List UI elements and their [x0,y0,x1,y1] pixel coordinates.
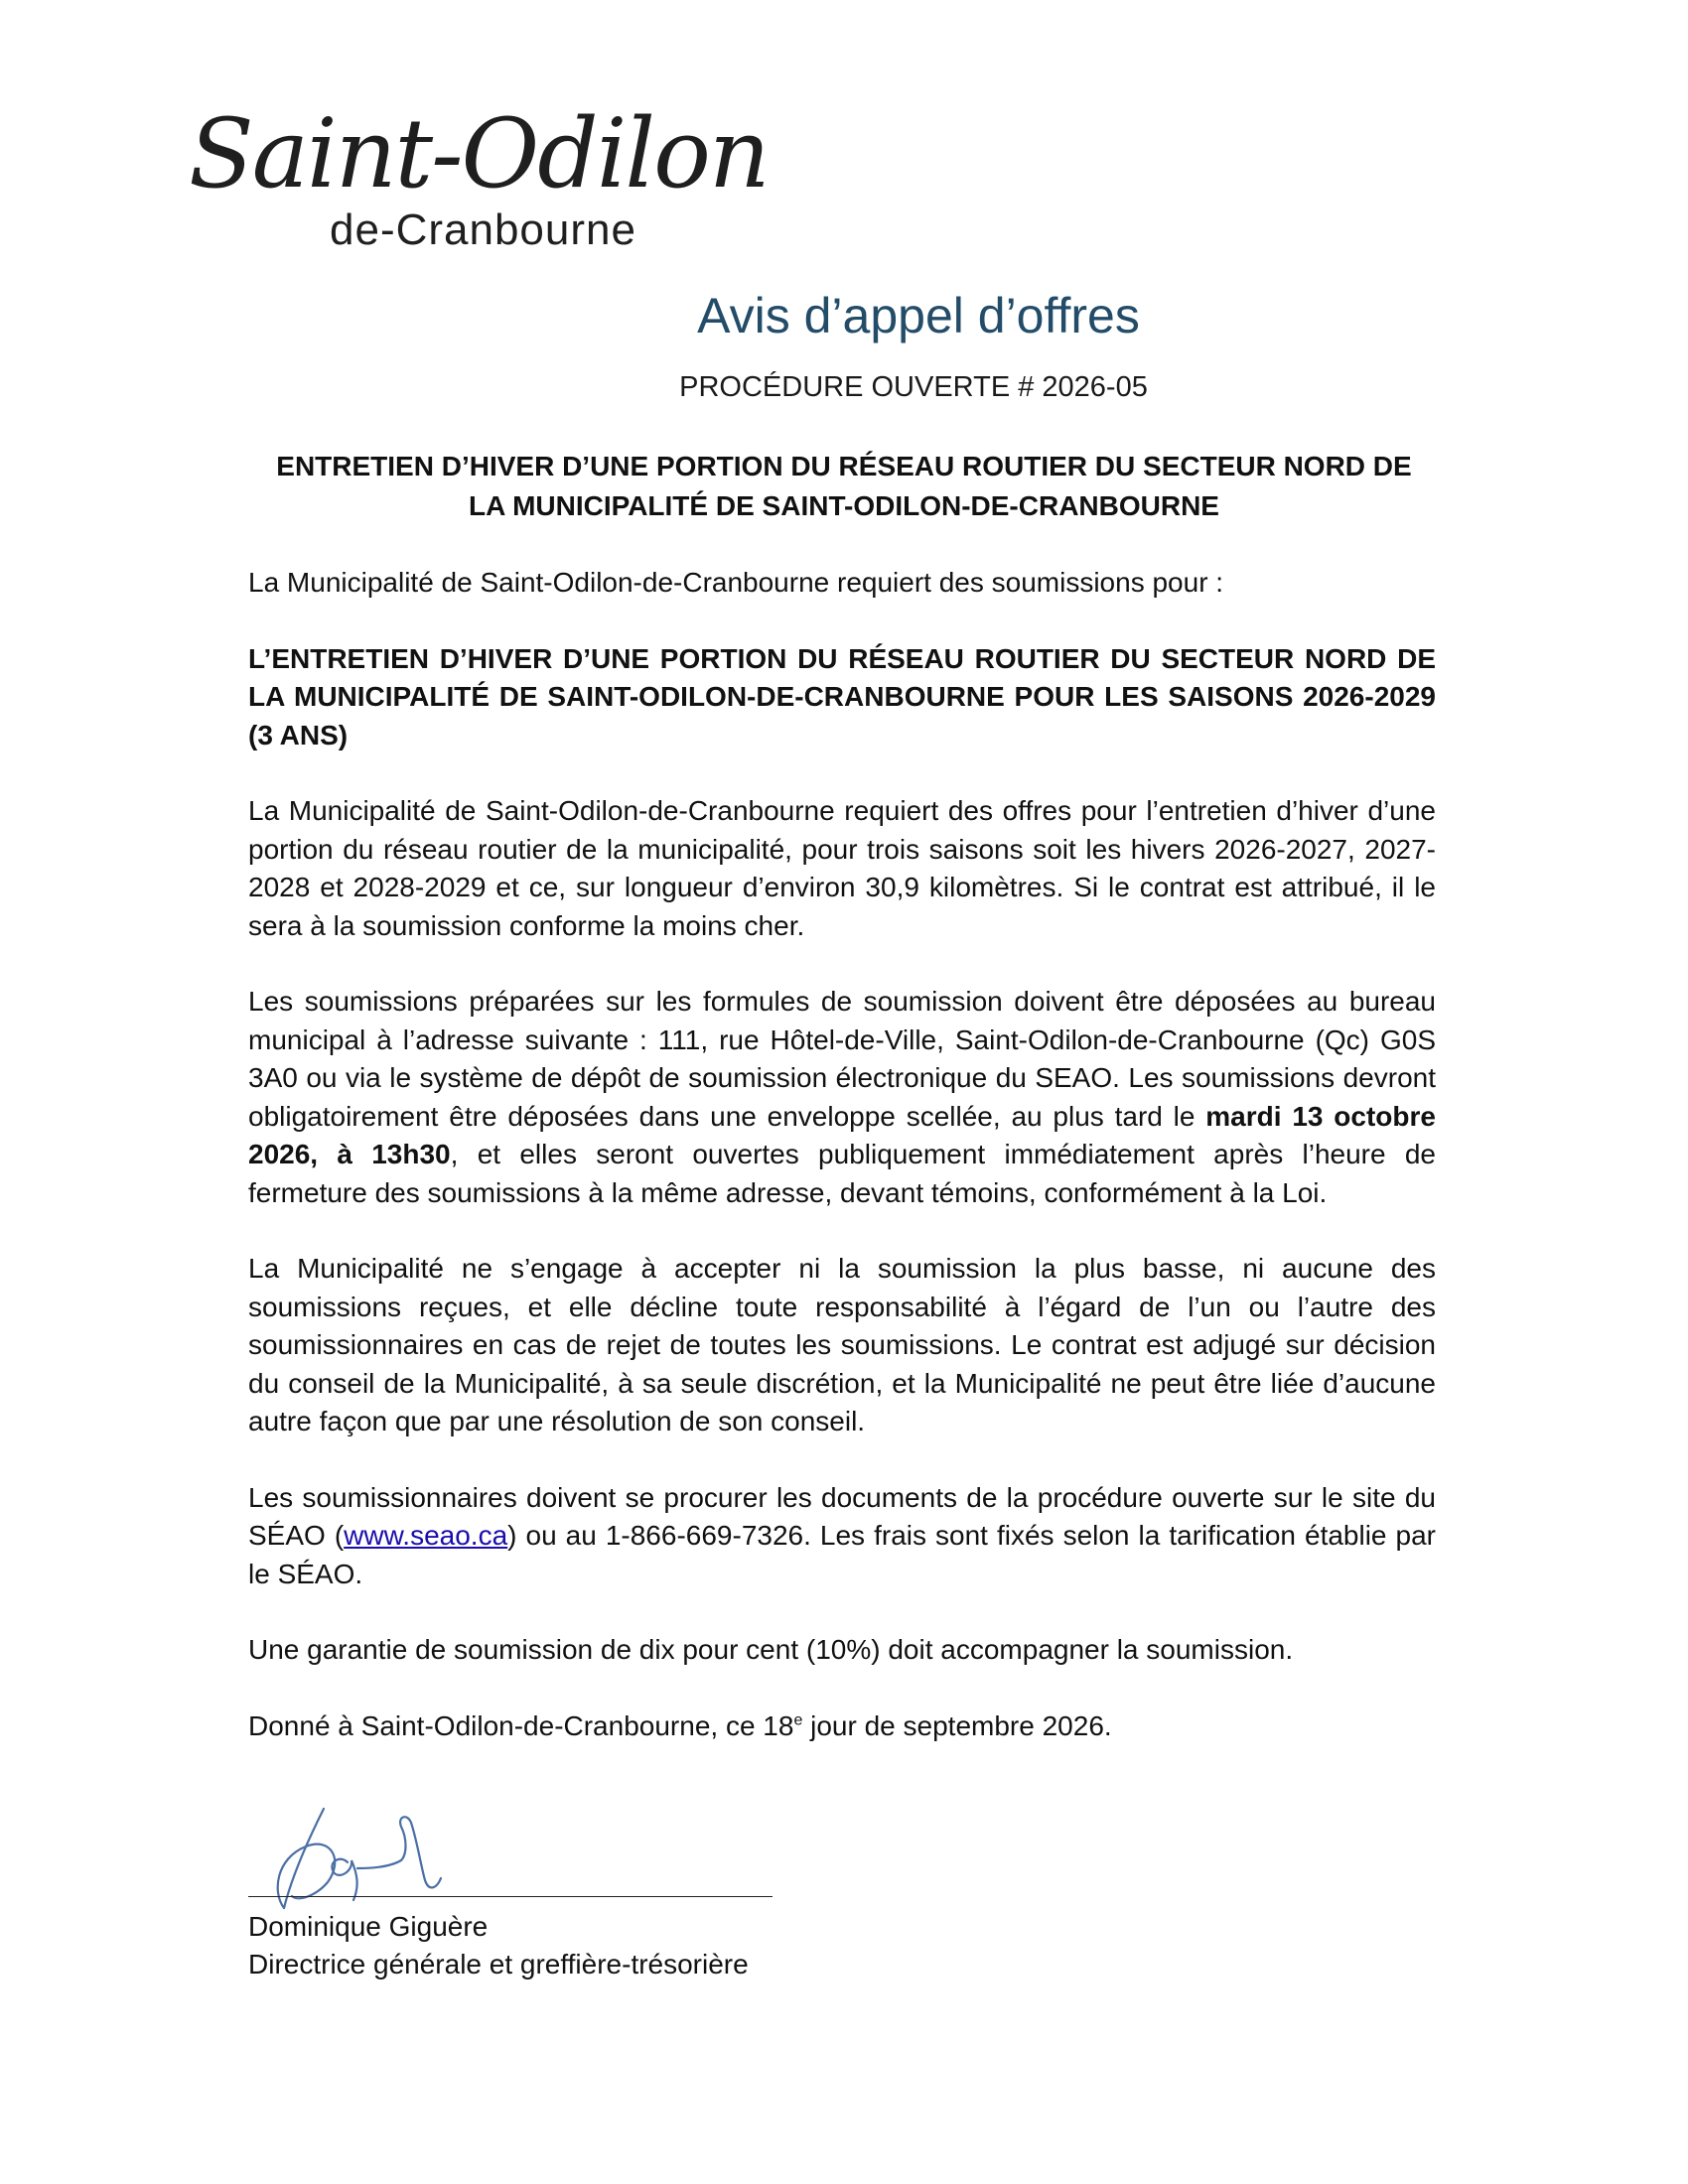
signatory-role: Directrice générale et greffière-trésorière [248,1949,749,1979]
headline-line-1: ENTRETIEN D’HIVER D’UNE PORTION DU RÉSEAU ROUTIER DU SECTEUR NORD DE [276,451,1412,481]
signatory-name: Dominique Giguère [248,1911,489,1942]
procedure-number: PROCÉDURE OUVERTE # 2026-05 [679,371,1148,403]
intro-paragraph: La Municipalité de Saint-Odilon-de-Cranbourne requiert des soumissions pour : [248,567,1224,598]
notice-headline [248,447,1440,526]
paragraph-submission [248,983,1436,1212]
paragraph-documents [248,1479,1436,1594]
submission-text-end: , et elles seront ouvertes publiquement immédiatement après l’heure de fermeture des soumissions à la même adresse, devant témoins, conformément à la Loi. [248,1139,1437,1208]
logo-subtitle-text: de-Cranbourne [330,205,636,254]
paragraph-scope: La Municipalité de Saint-Odilon-de-Cranbourne requiert des offres pour l’entretien d’hiver d’une portion du réseau routier de la municipalité, pour trois saisons soit les hivers 2026-2027, 2027-2028 et 2028-2029 et ce, sur longueur d’environ 30,9 kilomètres. Si le contrat est attribué, il le sera à la soumission conforme la moins cher. [248,795,1436,941]
paragraph-guarantee: Une garantie de soumission de dix pour cent (10%) doit accompagner la soumission. [248,1634,1294,1665]
submission-text: Les soumissions préparées sur les formules de soumission doivent être déposées au bureau municipal à l’adresse suivante : 111, rue Hôtel-de-Ville, Saint-Odilon-de-Cranbourne (Qc) G0S 3A0 ou via le système de dépôt de soumission électronique du SEAO. Les soumissions devront obligatoirement être déposées dans une enveloppe scellée, au plus tard le [248,986,1436,1132]
project-title: L’ENTRETIEN D’HIVER D’UNE PORTION DU RÉSEAU ROUTIER DU SECTEUR NORD DE LA MUNICIPALITÉ DE SAINT-ODILON-DE-CRANBOURNE POUR LES SAISONS 2026-2029 (3 ANS) [248,642,1436,751]
given-text: Donné à Saint-Odilon-de-Cranbourne, ce 18 [248,1709,794,1741]
signature-block [248,1797,804,2005]
given-date [248,1707,1436,1746]
logo-script-text: Saint-Odilon [189,98,769,209]
notice-body [248,564,1436,1783]
headline-line-2: LA MUNICIPALITÉ DE SAINT-ODILON-DE-CRANBOURNE [469,490,1219,521]
handwritten-signature [262,1797,510,1916]
signature-line [248,1896,773,1897]
submission-deadline: mardi 13 octobre 2026, à 13h30 [248,1100,1436,1169]
given-ordinal: e [793,1711,803,1729]
given-text-end: jour de septembre 2026. [802,1709,1112,1741]
seao-link[interactable]: www.seao.ca [344,1520,508,1551]
documents-text: Les soumissionnaires doivent se procurer les documents de la procédure ouverte sur le site du SÉAO ( [248,1481,1436,1551]
documents-text-end: ) ou au 1-866-669-7326. Les frais sont fixés selon la tarification établie par le SÉAO. [248,1520,1436,1589]
municipality-logo [189,98,769,268]
page-title: Avis d’appel d’offres [697,288,1140,343]
paragraph-disclaimer: La Municipalité ne s’engage à accepter ni la soumission la plus basse, ni aucune des soumissions reçues, et elle décline toute responsabilité à l’égard de l’un ou l’autre des soumissionnaires en cas de rejet de toutes les soumissions. Le contrat est adjugé sur décision du conseil de la Municipalité, à sa seule discrétion, et la Municipalité ne peut être liée d’aucune autre façon que par une résolution de son conseil. [248,1253,1436,1436]
